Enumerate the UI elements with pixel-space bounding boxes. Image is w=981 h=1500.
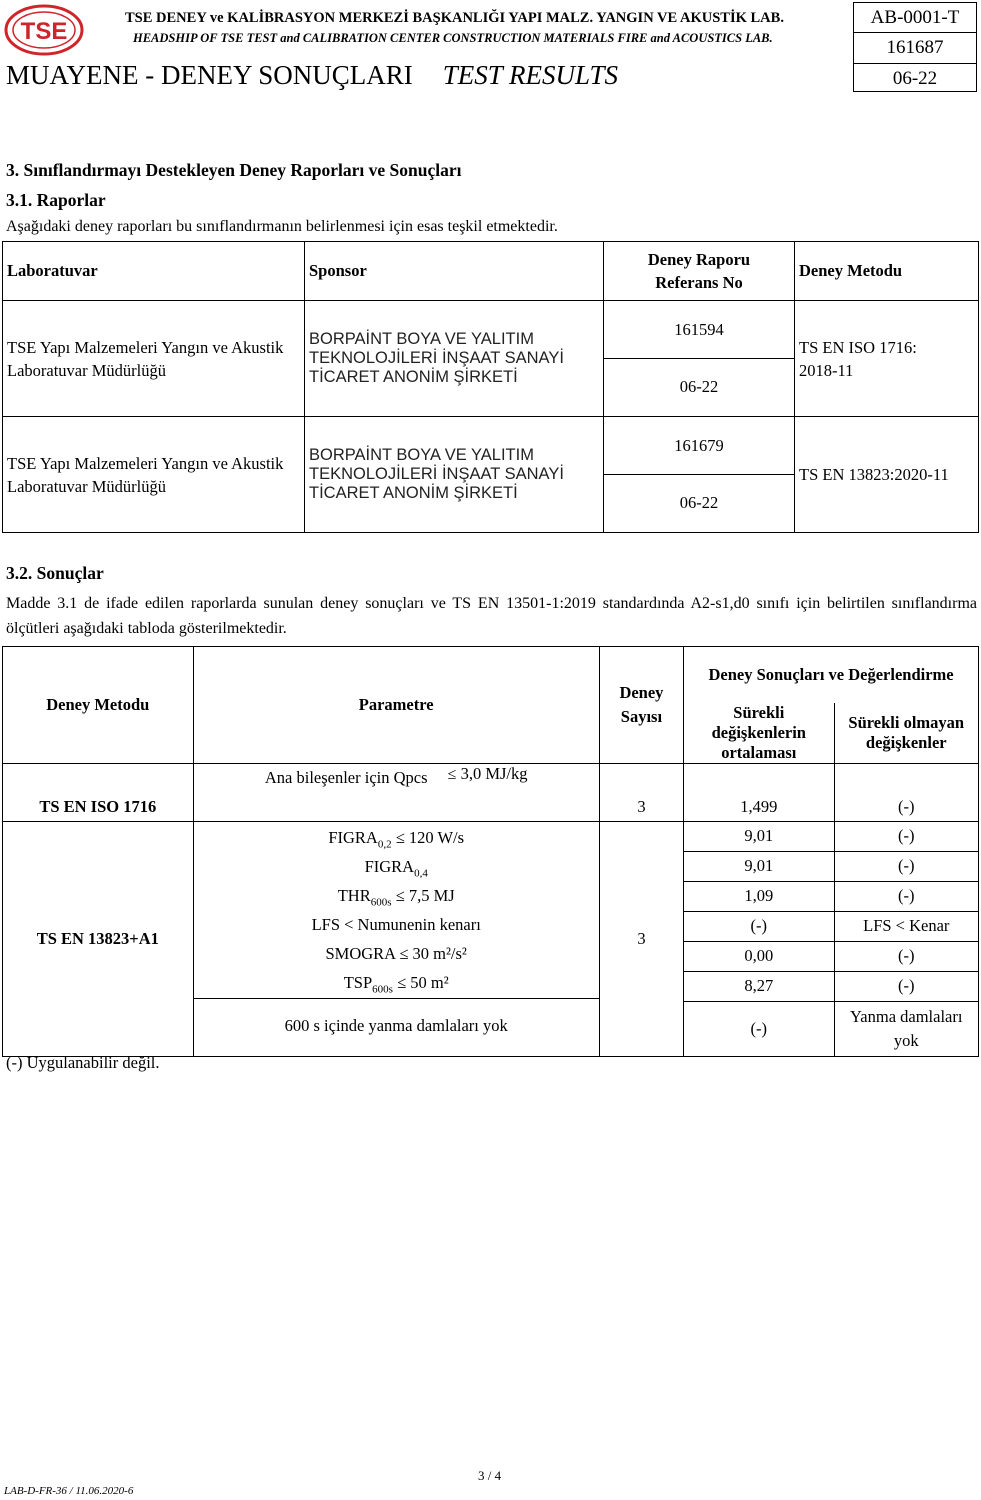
noncont-cell: (-) — [835, 852, 978, 882]
param-base: FIGRA — [364, 857, 415, 876]
leq-symbol: ≤ — [447, 765, 457, 783]
en13823-means — [684, 821, 834, 1056]
document-code-box — [853, 2, 977, 92]
header-count — [599, 647, 683, 764]
param-sub: 600s — [370, 896, 392, 909]
header-method: Deney Metodu — [3, 647, 194, 764]
org-line-tr: TSE DENEY ve KALİBRASYON MERKEZİ BAŞKANLIĞI YAPI MALZ. YANGIN VE AKUSTİK LAB. — [125, 10, 784, 26]
param-base: SMOGRA — [325, 944, 396, 963]
param-row — [194, 940, 599, 969]
en13823-noncont — [834, 821, 978, 1056]
logo-text: TSE — [20, 18, 68, 45]
header-noncontinuous — [834, 703, 978, 764]
leq-symbol: ≤ — [397, 973, 407, 992]
header-noncont-l1: Sürekli olmayan — [848, 712, 965, 732]
method-cell — [795, 417, 979, 533]
header-parameter: Parametre — [193, 647, 599, 764]
header-count-l2: Sayısı — [620, 706, 663, 726]
droplet-noncont — [835, 1001, 978, 1056]
title-tr: MUAYENE - DENEY SONUÇLARI — [6, 60, 413, 90]
sponsor-l2: TEKNOLOJİLERİ İNŞAAT SANAYİ — [309, 465, 564, 483]
droplet-noncont-l2: yok — [893, 1030, 919, 1050]
tse-logo — [4, 4, 84, 56]
header-cont-l2: ortalaması — [721, 742, 797, 762]
table-row — [3, 301, 979, 417]
method-cell — [795, 301, 979, 417]
mean-cell: (-) — [684, 912, 833, 942]
param-sub: 600s — [372, 983, 393, 996]
header-ref-l1: Deney Raporu — [647, 250, 751, 269]
droplet-mean: (-) — [684, 1001, 833, 1056]
table-row — [3, 417, 979, 533]
org-line-en: HEADSHIP OF TSE TEST and CALIBRATION CENTER CONSTRUCTION MATERIALS FIRE and ACOUSTICS LAB. — [133, 31, 773, 45]
param-sub: 0,4 — [414, 867, 428, 880]
mean-cell: 8,27 — [744, 975, 774, 995]
section-3-2-text: Madde 3.1 de ifade edilen raporlarda sunulan deney sonuçları ve TS EN 13501-1:2019 standardında A2-s1,d0 sınıfı için belirtilen sınıflandırma ölçütleri aşağıdaki tabloda gösterilmektedir. — [6, 595, 977, 637]
sponsor-cell — [305, 417, 604, 533]
iso1716-limit: 3,0 MJ/kg — [460, 763, 528, 783]
header-results: Deney Sonuçları ve Değerlendirme — [684, 647, 979, 703]
header-continuous — [684, 703, 834, 764]
method-l1: TS EN ISO 1716: — [799, 337, 917, 357]
param-row — [194, 853, 599, 882]
en13823-params — [193, 821, 599, 1056]
header-count-l1: Deney — [619, 682, 664, 702]
reports-table — [2, 241, 979, 533]
ref-date: 06-22 — [679, 493, 719, 512]
ref-no: 161679 — [604, 418, 794, 475]
param-row — [194, 969, 599, 998]
sponsor-l3: TİCARET ANONİM ŞİRKETİ — [309, 484, 518, 502]
doc-code: AB-0001-T — [854, 3, 976, 33]
page-title — [6, 60, 618, 91]
param-row — [194, 824, 599, 853]
sponsor-l1: BORPAİNT BOYA VE YALITIM — [309, 330, 534, 348]
sponsor-l3: TİCARET ANONİM ŞİRKETİ — [309, 368, 518, 386]
noncont-cell: (-) — [835, 882, 978, 912]
ref-cell — [604, 301, 795, 417]
noncont-cell: (-) — [835, 822, 978, 852]
ref-cell — [604, 417, 795, 533]
param-base: FIGRA — [328, 828, 378, 847]
header-cont-l1: Sürekli değişkenlerin — [711, 702, 806, 742]
noncont-cell: (-) — [835, 942, 978, 972]
param-limit: 120 W/s — [408, 828, 465, 847]
mean-cell: 9,01 — [684, 852, 833, 882]
param-sub: 0,2 — [377, 838, 392, 851]
header-ref — [604, 242, 795, 301]
iso1716-param — [193, 763, 599, 821]
lab-cell: TSE Yapı Malzemeleri Yangın ve Akustik Laboratuvar Müdürlüğü — [3, 301, 305, 417]
note: (-) Uygulanabilir değil. — [6, 1053, 160, 1072]
param-limit: 30 m²/s² — [412, 944, 467, 963]
header-lab: Laboratuvar — [3, 242, 305, 301]
section-3-2-heading: 3.2. Sonuçlar — [6, 563, 104, 583]
ref-date: 06-22 — [679, 377, 719, 396]
header-method: Deney Metodu — [795, 242, 979, 301]
droplet-param: 600 s içinde yanma damlaları yok — [194, 998, 599, 1053]
mean-cell: 0,00 — [684, 942, 833, 972]
page-number: 3 / 4 — [478, 1468, 502, 1483]
param-base: LFS < Numunenin kenarı — [311, 915, 481, 934]
title-en: TEST RESULTS — [442, 60, 619, 90]
section-3-heading: 3. Sınıflandırmayı Destekleyen Deney Raporları ve Sonuçları — [6, 160, 462, 180]
sponsor-l2: TEKNOLOJİLERİ İNŞAAT SANAYİ — [309, 349, 564, 367]
mean-cell: 1,09 — [684, 882, 833, 912]
sponsor-l1: BORPAİNT BOYA VE YALITIM — [309, 446, 534, 464]
param-limit: 7,5 MJ — [408, 886, 455, 905]
section-3-1-intro: Aşağıdaki deney raporları bu sınıflandırmanın belirlenmesi için esas teşkil etmektedir. — [6, 218, 558, 235]
lab-cell: TSE Yapı Malzemeleri Yangın ve Akustik Laboratuvar Müdürlüğü — [3, 417, 305, 533]
droplet-noncont-l1: Yanma damlaları — [850, 1006, 963, 1026]
param-base: THR — [337, 886, 371, 905]
header-ref-l2: Referans No — [655, 273, 743, 292]
param-limit: 50 m² — [410, 973, 449, 992]
method-l1: TS EN 13823:2020-11 — [799, 464, 949, 484]
header-noncont-l2: değişkenler — [865, 732, 947, 752]
iso1716-count: 3 — [599, 763, 683, 821]
leq-symbol: ≤ — [395, 886, 405, 905]
iso1716-noncont: (-) — [834, 763, 978, 821]
iso1716-method: TS EN ISO 1716 — [3, 763, 194, 821]
report-date: 06-22 — [892, 67, 938, 89]
param-row — [194, 911, 599, 940]
table-row — [3, 821, 979, 1056]
iso1716-mean: 1,499 — [684, 763, 834, 821]
ref-no: 161594 — [604, 302, 794, 359]
sponsor-cell — [305, 301, 604, 417]
en13823-method: TS EN 13823+A1 — [3, 821, 194, 1056]
header-sponsor: Sponsor — [305, 242, 604, 301]
noncont-cell: LFS < Kenar — [835, 912, 978, 942]
results-table — [2, 646, 979, 1057]
param-row — [194, 882, 599, 911]
table-row — [3, 763, 979, 821]
method-l2: 2018-11 — [799, 360, 854, 380]
mean-cell: 9,01 — [684, 822, 833, 852]
leq-symbol: ≤ — [395, 828, 405, 847]
section-3-1-heading: 3.1. Raporlar — [6, 190, 106, 210]
noncont-cell: (-) — [898, 975, 915, 995]
form-code: LAB-D-FR-36 / 11.06.2020-6 — [4, 1485, 134, 1497]
param-base: TSP — [343, 973, 373, 992]
iso1716-param-label: Ana bileşenler için Qpcs — [264, 767, 428, 787]
leq-symbol: ≤ — [399, 944, 409, 963]
report-number: 161687 — [854, 33, 976, 63]
en13823-count: 3 — [599, 821, 683, 1056]
